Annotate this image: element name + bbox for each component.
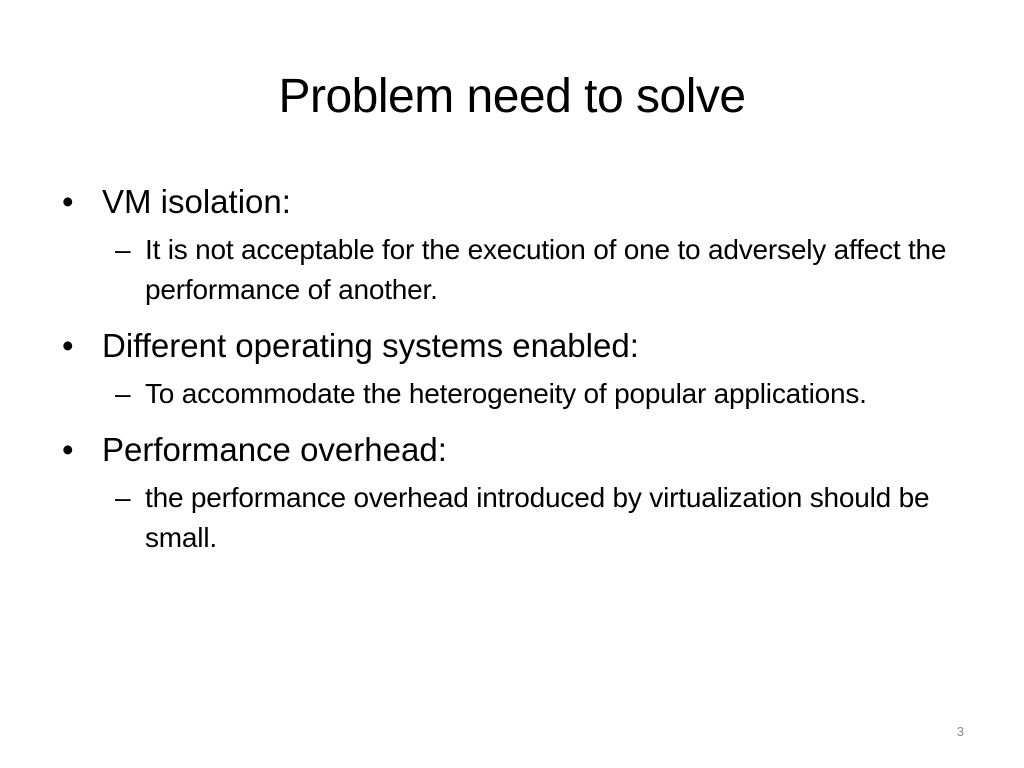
bullet-icon: •	[62, 327, 74, 364]
bullet-item-different-os	[62, 324, 962, 368]
slide-title: Problem need to solve	[278, 70, 746, 123]
bullet-item-vm-isolation	[62, 180, 962, 224]
bullet-icon: •	[62, 183, 74, 220]
dash-icon: –	[115, 234, 131, 265]
sub-bullet-different-os	[62, 374, 962, 414]
dash-icon: –	[115, 482, 131, 513]
sub-bullet-text: the performance overhead introduced by virtualization should be small.	[145, 482, 930, 553]
bullet-label: VM isolation:	[102, 183, 291, 220]
slide-content	[62, 180, 962, 572]
sub-bullet-performance-overhead	[62, 478, 962, 558]
sub-bullet-vm-isolation	[62, 230, 962, 310]
bullet-icon: •	[62, 431, 74, 468]
dash-icon: –	[115, 378, 131, 409]
page-number: 3	[956, 724, 964, 739]
bullet-label: Performance overhead:	[102, 431, 447, 468]
sub-bullet-text: To accommodate the heterogeneity of popular applications.	[145, 378, 867, 409]
bullet-label: Different operating systems enabled:	[102, 327, 639, 364]
sub-bullet-text: It is not acceptable for the execution of one to adversely affect the performance of another.	[145, 234, 947, 305]
bullet-item-performance-overhead	[62, 428, 962, 472]
